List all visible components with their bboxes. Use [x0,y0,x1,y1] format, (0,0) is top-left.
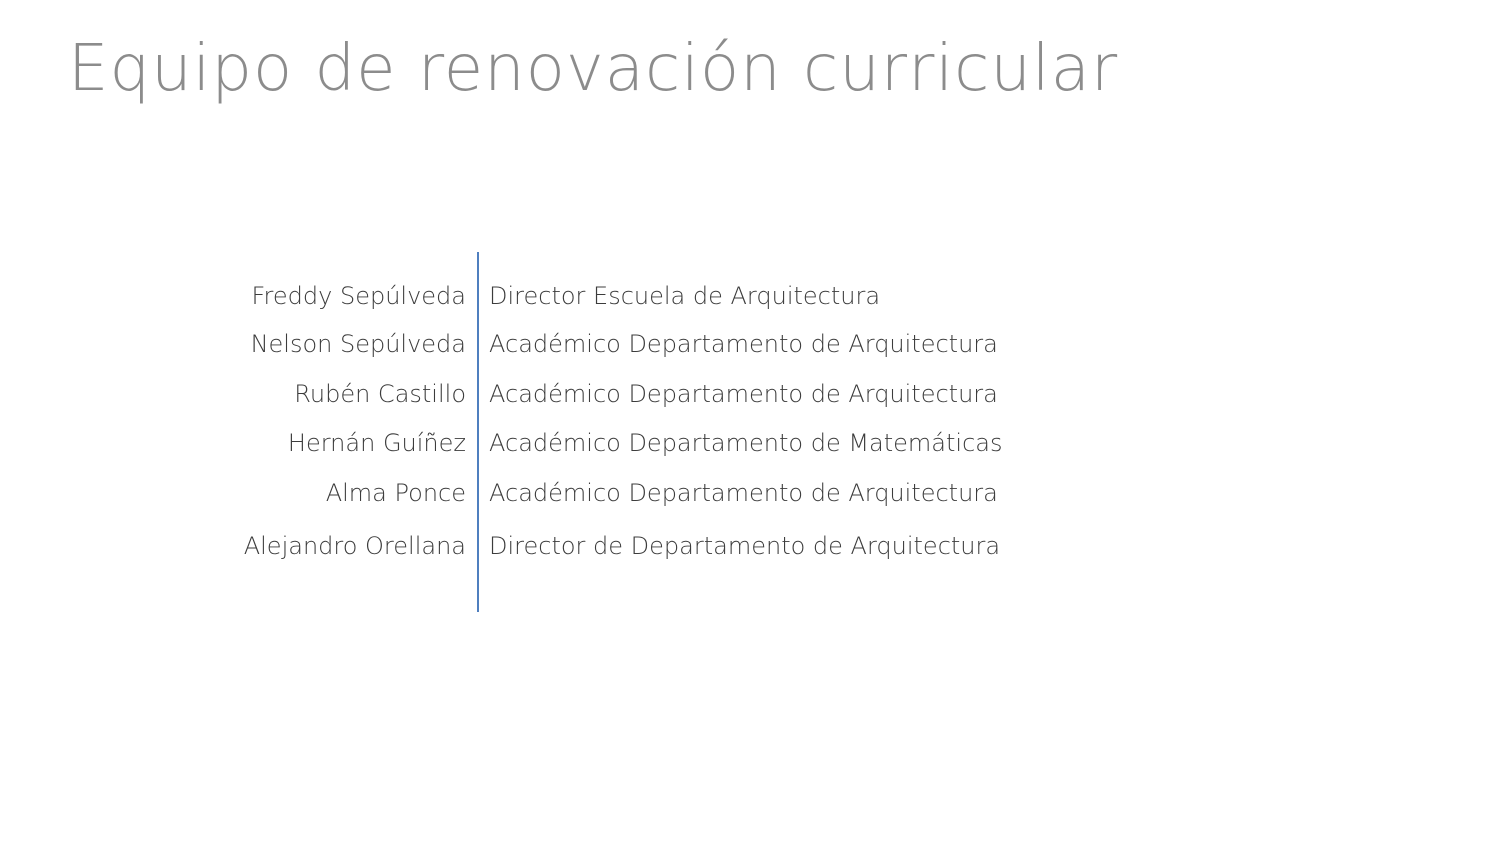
team-member-row [0,475,1100,511]
member-name: Alejandro Orellana [243,532,466,560]
member-name: Nelson Sepúlveda [250,330,466,358]
member-name: Hernán Guíñez [287,429,466,457]
member-name: Rubén Castillo [294,380,466,408]
team-member-row [0,528,1100,564]
team-member-row [0,425,1100,461]
member-role: Académico Departamento de Arquitectura [489,380,998,408]
member-role: Académico Departamento de Arquitectura [489,479,998,507]
member-name: Freddy Sepúlveda [251,282,466,310]
team-member-row [0,278,1100,314]
member-role: Académico Departamento de Arquitectura [489,330,998,358]
team-member-row [0,376,1100,412]
member-role: Director Escuela de Arquitectura [489,282,881,310]
member-role: Director de Departamento de Arquitectura [489,532,1001,560]
team-member-row [0,326,1100,362]
member-name: Alma Ponce [325,479,466,507]
member-role: Académico Departamento de Matemáticas [489,429,1003,457]
slide-title: Equipo de renovación curricular [68,32,1119,106]
